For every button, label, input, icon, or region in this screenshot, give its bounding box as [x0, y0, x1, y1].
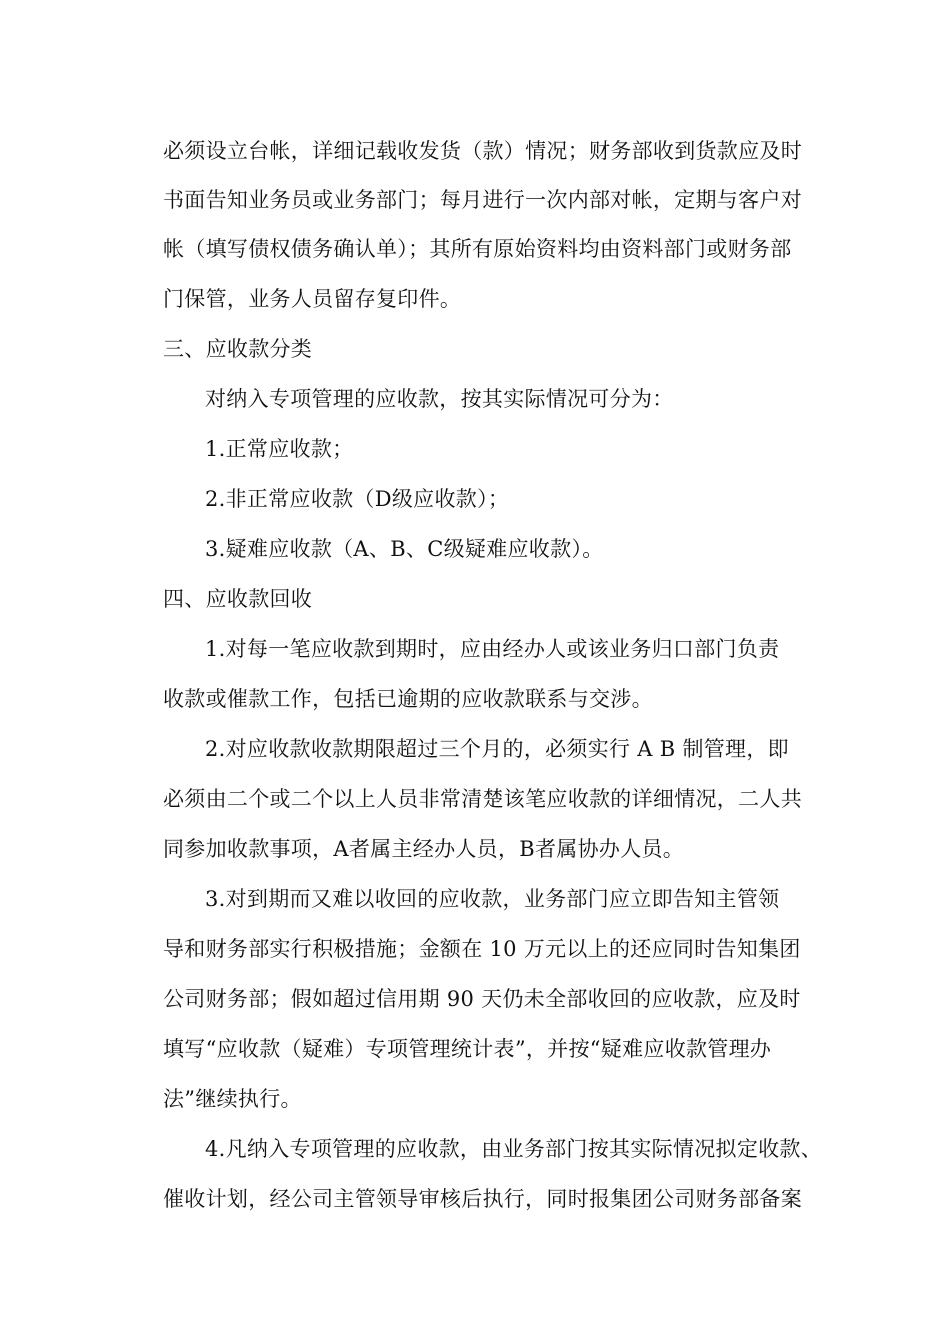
- text-line: 填写“应收款（疑难）专项管理统计表”，并按“疑难应收款管理办: [163, 1037, 772, 1061]
- text-line: 收款或催款工作，包括已逾期的应收款联系与交涉。: [163, 687, 653, 711]
- text-line: 法”继续执行。: [163, 1087, 302, 1111]
- list-item: 2.非正常应收款（D级应收款）；: [205, 487, 510, 511]
- section-heading: 三、应收款分类: [163, 337, 313, 361]
- text-line: 书面告知业务员或业务部门；每月进行一次内部对帐，定期与客户对: [163, 188, 802, 212]
- text-line: 2.对应收款收款期限超过三个月的，必须实行 A B 制管理，即: [205, 737, 789, 761]
- text-line: 4.凡纳入专项管理的应收款，由业务部门按其实际情况拟定收款、: [205, 1137, 823, 1161]
- text-line: 3.对到期而又难以收回的应收款，业务部门应立即告知主管领: [205, 887, 780, 911]
- text-line: 公司财务部；假如超过信用期 90 天仍未全部收回的应收款，应及时: [163, 987, 801, 1011]
- text-line: 必须由二个或二个以上人员非常清楚该笔应收款的详细情况，二人共: [163, 787, 802, 811]
- text-line: 1.对每一笔应收款到期时，应由经办人或该业务归口部门负责: [205, 637, 780, 661]
- text-line: 导和财务部实行积极措施；金额在 10 万元以上的还应同时告知集团: [163, 937, 801, 961]
- text-line: 必须设立台帐，详细记载收发货（款）情况；财务部收到货款应及时: [163, 139, 802, 163]
- section-heading: 四、应收款回收: [163, 587, 313, 611]
- text-line: 门保管，业务人员留存复印件。: [163, 287, 462, 311]
- text-line: 催收计划，经公司主管领导审核后执行，同时报集团公司财务部备案: [163, 1187, 802, 1211]
- text-line: 对纳入专项管理的应收款，按其实际情况可分为：: [205, 387, 674, 411]
- list-item: 1.正常应收款；: [205, 437, 354, 461]
- text-line: 帐（填写债权债务确认单）；其所有原始资料均由资料部门或财务部: [163, 237, 792, 261]
- list-item: 3.疑难应收款（A、B、C级疑难应收款）。: [205, 537, 604, 561]
- text-line: 同参加收款事项，A者属主经办人员，B者属协办人员。: [163, 837, 685, 861]
